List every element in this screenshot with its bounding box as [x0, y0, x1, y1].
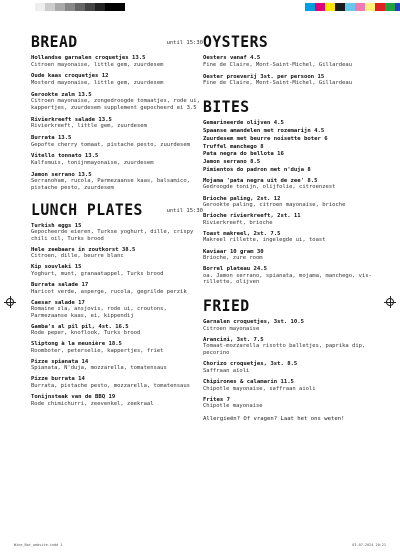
- menu-item-name: Truffel manchego 8: [203, 143, 264, 150]
- bites-header: [203, 97, 373, 116]
- menu-item-description: Spianata, N'duja, mozzarella, tomatensaus: [31, 365, 167, 372]
- lunch-title: LUNCH PLATES: [31, 199, 143, 219]
- menu-item: [31, 73, 203, 86]
- menu-item-name: Pizze burrata 14: [31, 376, 85, 383]
- menu-item-description: Rivierkreeft, little gem, zuurdesem: [31, 123, 147, 130]
- fried-title: FRIED: [203, 296, 250, 316]
- menu-item-description: Chipotle mayonaise, saffraan aioli: [203, 385, 316, 392]
- menu-item-name: Gerookte zalm 13.5: [31, 91, 92, 98]
- menu-item-description: Burrata, pistache pesto, mozzarella, tomatensaus: [31, 383, 190, 390]
- menu-item-name: Arancini, 3st. 7.5: [203, 336, 264, 343]
- registration-mark-icon: [386, 298, 394, 306]
- grayscale-color-bar: [25, 3, 125, 11]
- menu-item-name: Hollandse garnalen croquetjes 13.5: [31, 55, 146, 61]
- color-swatch: [345, 3, 355, 11]
- color-swatch: [385, 3, 395, 11]
- menu-item: [31, 324, 203, 337]
- menu-item: [203, 397, 373, 410]
- fried-list: [203, 319, 373, 410]
- bites-list: [203, 120, 373, 286]
- menu-item: [203, 55, 373, 68]
- menu-item: [203, 136, 373, 143]
- menu-item-name: Pata negra do bellota 16: [203, 151, 284, 158]
- menu-item-name: Garnalen croquetjes, 3st. 10.5: [203, 319, 305, 326]
- menu-item: [31, 359, 203, 372]
- bites-title: BITES: [203, 96, 250, 116]
- menu-item-description: Gepocheerde eieren, Turkse yoghurt, dille, crispy chili oil, Turks brood: [31, 229, 194, 242]
- menu-item: [203, 178, 373, 191]
- menu-item: [203, 74, 373, 87]
- menu-item: [203, 213, 373, 226]
- color-swatch: [375, 3, 385, 11]
- left-column: [31, 32, 203, 412]
- menu-item-name: Brioche paling, 2st. 12: [203, 195, 281, 202]
- bread-until: until 15:30: [166, 40, 203, 46]
- color-swatch: [65, 3, 75, 11]
- oysters-title: OYSTERS: [203, 32, 269, 51]
- menu-item-name: Oester proeverij 3st. per persoon 15: [203, 73, 325, 80]
- menu-item-name: Turkish eggs 15: [31, 222, 82, 229]
- menu-item-name: Caesar salade 17: [31, 299, 85, 306]
- menu-item-description: oa. Jamon serrano, spianata, mojama, manchego, vis-rillette, olijven: [203, 272, 372, 286]
- color-swatch: [115, 3, 125, 11]
- menu-item-name: Pimientos do padron met n'duja 8: [203, 167, 311, 174]
- menu-item-name: Oesters vanaf 4.5: [203, 55, 261, 61]
- menu-item-description: Tomaat-mozzarella risotto balletjes, paprika dip, pecorino: [203, 343, 366, 356]
- color-swatch: [395, 3, 400, 11]
- menu-item-name: Frites 7: [203, 396, 230, 403]
- menu-item-description: Citroen mayonaise, zongedroogde tomaatjes, rode ui, kappertjes, zuurdesem supplement gepocheerd ei 3.5: [31, 98, 200, 111]
- color-swatch: [305, 3, 315, 11]
- bread-title: BREAD: [31, 32, 78, 51]
- menu-item-name: Oude kaas croquetjes 12: [31, 73, 109, 80]
- menu-item: [31, 223, 203, 243]
- lunch-until: until 15:30: [166, 207, 203, 214]
- menu-item: [203, 319, 373, 332]
- menu-item-description: Rode peper, knoflook, Turks brood: [31, 330, 141, 337]
- menu-item-name: Hele zeebaars in zoutkorst 38.5: [31, 246, 136, 253]
- menu-item: [31, 282, 203, 295]
- menu-item-name: Jamon serrano 8.5: [203, 159, 261, 166]
- menu-item: [203, 151, 373, 158]
- menu-item-description: Citroen, dille, beurre blanc: [31, 253, 124, 260]
- menu-item-name: Kaviaar 10 gram 30: [203, 248, 264, 255]
- menu-item-description: Citroen mayonaise: [203, 325, 260, 332]
- menu-item-description: Fine de Claire, Mont-Saint-Michel, Gillardeau: [203, 80, 353, 87]
- menu-item-description: Mosterd mayonaise, little gem, zuurdesem: [31, 79, 164, 86]
- menu-item-name: Gamba's al pil pil, 4st. 16.5: [31, 323, 129, 330]
- menu-item: [203, 249, 373, 262]
- file-label: Wine_Bar_website.indd 1: [14, 543, 63, 547]
- bread-header: [31, 32, 203, 51]
- menu-item-description: Gedroogde tonijn, olijfolie, citroenzest: [203, 184, 336, 191]
- menu-item: [203, 337, 373, 357]
- menu-item: [203, 128, 373, 135]
- menu-item: [31, 153, 203, 166]
- menu-item-name: Brioche rivierkreeft, 2st. 11: [203, 213, 301, 220]
- menu-item-description: Roomboter, peterselie, kappertjes, friet: [31, 347, 164, 354]
- menu-item-description: Brioche, zure room: [203, 255, 263, 262]
- menu-item-name: Gemarineerde olijven 4.5: [203, 119, 284, 126]
- menu-item: [31, 264, 203, 277]
- menu-item-description: Chipotle mayonaise: [203, 403, 263, 410]
- menu-item-name: Kip souvlaki 15: [31, 264, 82, 271]
- menu-item: [31, 300, 203, 320]
- menu-item: [203, 159, 373, 166]
- menu-item-name: Sliptong à la meunière 18.5: [31, 341, 122, 348]
- menu-item-name: Pizze spianata 14: [31, 358, 89, 365]
- color-swatch: [325, 3, 335, 11]
- color-swatch: [315, 3, 325, 11]
- color-swatch: [365, 3, 375, 11]
- oysters-header: [203, 32, 373, 51]
- fried-header: [203, 296, 373, 315]
- menu-item-description: Romaine sla, ansjovis, rode ui, croutons, Parmezaanse kaas, ei, kippendij: [31, 306, 167, 319]
- menu-item: [31, 341, 203, 354]
- color-swatch: [105, 3, 115, 11]
- menu-item-name: Borrel plateau 24.5: [203, 266, 267, 273]
- menu-item-name: Burrata salade 17: [31, 281, 89, 288]
- menu-item-name: Jamon serrano 13.5: [31, 171, 92, 178]
- menu-item: [31, 55, 203, 68]
- menu-item: [31, 92, 203, 112]
- right-column: [203, 32, 373, 422]
- allergy-note: Allergieën? Of vragen? Laat het ons weten!: [203, 415, 345, 422]
- menu-item: [203, 266, 373, 286]
- menu-item: [31, 376, 203, 389]
- menu-item-name: Chipirones & calamarin 11.5: [203, 378, 294, 385]
- menu-item: [203, 231, 373, 244]
- color-swatch: [335, 3, 345, 11]
- menu-item-description: Gerookte paling, citroen mayonaise, brioche: [203, 202, 346, 209]
- menu-item-name: Mojama 'pata negra uit de zee' 8.5: [203, 177, 318, 184]
- menu-item-description: Citroen mayonaise, little gem, zuurdesem: [31, 61, 164, 68]
- menu-item-name: Tonijnsteak van de BBQ 19: [31, 394, 116, 401]
- menu-item: [31, 247, 203, 260]
- color-swatch: [55, 3, 65, 11]
- menu-item-description: Haricot verde, asperge, rucola, gegrilde perzik: [31, 288, 187, 295]
- color-swatch: [355, 3, 365, 11]
- oysters-list: [203, 55, 373, 87]
- menu-item-name: Spaanse amandelen met rozemarijn 4.5: [203, 127, 325, 134]
- menu-item: [31, 117, 203, 130]
- cmyk-color-bar: [305, 3, 400, 11]
- menu-item-description: Gepofte cherry tomaat, pistache pesto, zuurdesem: [31, 141, 190, 148]
- color-swatch: [85, 3, 95, 11]
- menu-item-description: Makreel rillette, ingelegde ui, toast: [203, 237, 326, 244]
- menu-item-name: Burrata 13.5: [31, 135, 72, 142]
- registration-mark-icon: [6, 298, 14, 306]
- menu-item: [31, 394, 203, 407]
- menu-item-description: Fine de Claire, Mont-Saint-Michel, Gillardeau: [203, 61, 353, 68]
- menu-item: [31, 172, 203, 192]
- lunch-header: [31, 200, 203, 219]
- menu-item: [203, 144, 373, 151]
- menu-item-description: Rivierkreeft, brioche: [203, 219, 273, 226]
- color-swatch: [95, 3, 105, 11]
- menu-item-description: Rode chimichurri, zeevenkel, zeekraal: [31, 400, 154, 407]
- print-timestamp: 03-07-2024 20:21: [352, 543, 386, 547]
- menu-item: [203, 196, 373, 209]
- menu-item-name: Rivierkreeft salade 13.5: [31, 116, 112, 123]
- color-swatch: [75, 3, 85, 11]
- menu-item: [31, 135, 203, 148]
- menu-item-description: Serranoham, rucola, Parmezaanse kaas, balsamico, pistache pesto, zuurdesem: [31, 178, 190, 192]
- menu-item-description: Saffraan aïoli: [203, 367, 250, 374]
- bread-list: [31, 55, 203, 192]
- menu-item-description: Yoghurt, munt, granaatappel, Turks brood: [31, 270, 164, 277]
- menu-item-name: Vitello tonnato 13.5: [31, 153, 99, 160]
- color-swatch: [35, 3, 45, 11]
- menu-item-name: Zuurdesem met beurre noisette boter 6: [203, 135, 328, 142]
- menu-item-name: Chorizo croquetjes, 3st. 8.5: [203, 361, 298, 368]
- menu-item-name: Toast makreel, 2st. 7.5: [203, 230, 281, 237]
- menu-item: [203, 167, 373, 174]
- menu-item: [203, 379, 373, 392]
- lunch-list: [31, 223, 203, 408]
- color-swatch: [25, 3, 35, 11]
- menu-item: [203, 361, 373, 374]
- menu-item-description: Kalfsmuis, tonijnmayonaise, zuurdesem: [31, 160, 154, 167]
- color-swatch: [45, 3, 55, 11]
- menu-item: [203, 120, 373, 127]
